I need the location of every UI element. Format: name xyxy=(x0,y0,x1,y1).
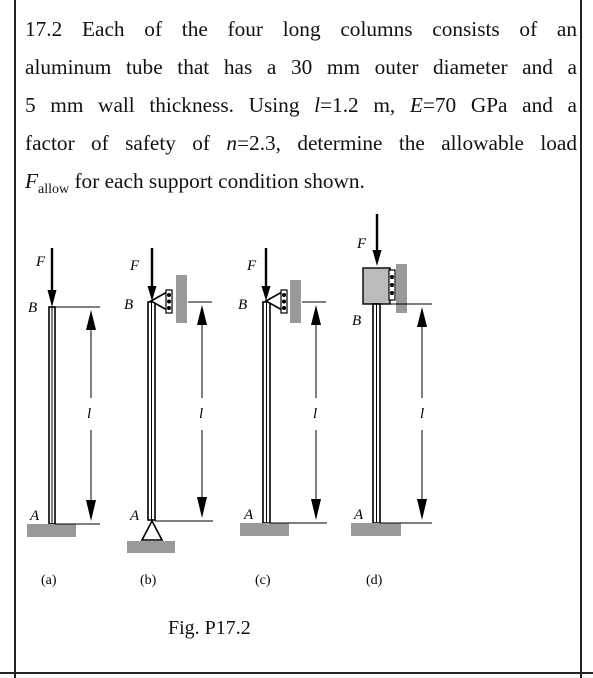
dim-arrow-up-c xyxy=(311,305,321,325)
top-label-d: B xyxy=(352,313,362,329)
wall-support-c xyxy=(290,280,301,323)
load-arrowhead-a xyxy=(48,290,57,307)
load-label-c: F xyxy=(247,258,257,274)
roller-middle-d xyxy=(390,283,394,287)
column-case-a xyxy=(27,248,100,588)
case-label-a: (a) xyxy=(41,573,57,588)
bottom-label-a: A xyxy=(30,508,40,524)
bottom-label-b: A xyxy=(130,508,140,524)
roller-middle-b xyxy=(167,300,171,304)
load-label-a: F xyxy=(36,254,46,270)
wall-support-b xyxy=(176,275,187,323)
load-label-d: F xyxy=(357,236,367,252)
fixed-base-a xyxy=(27,524,76,537)
length-label-b: l xyxy=(199,406,204,422)
top-label-b: B xyxy=(124,297,134,313)
dim-arrow-down-c xyxy=(311,499,321,520)
bottom-label-d: A xyxy=(354,507,364,523)
line5-text-b: for each support condition shown. xyxy=(69,169,365,193)
top-label-c: B xyxy=(238,297,248,313)
roller-lower-b xyxy=(167,306,171,310)
line4-text-a: factor of safety of xyxy=(25,131,227,155)
var-F: F xyxy=(25,169,39,193)
problem-line-1: 17.2 Each of the four long columns consists of an xyxy=(25,17,577,41)
roller-middle-c xyxy=(282,300,286,304)
var-E: E xyxy=(409,93,423,117)
roller-lower-c xyxy=(282,306,286,310)
wall-support-d xyxy=(396,264,407,313)
pin-base-triangle-b xyxy=(142,521,162,540)
dim-arrow-down-d xyxy=(417,499,427,520)
fixed-base-d xyxy=(351,523,401,536)
var-l: l xyxy=(314,93,321,117)
column-case-c xyxy=(238,248,327,588)
top-label-a: B xyxy=(28,300,38,316)
load-arrowhead-d xyxy=(373,250,382,266)
line3-text-c: =70 GPa and a xyxy=(422,93,577,117)
bottom-label-c: A xyxy=(244,507,254,523)
column-case-d xyxy=(351,214,432,588)
length-label-c: l xyxy=(313,406,318,422)
sliding-block-d xyxy=(363,268,390,304)
load-label-b: F xyxy=(130,258,140,274)
problem-line-2: aluminum tube that has a 30 mm outer diameter and a xyxy=(25,55,577,79)
figure-caption: Fig. P17.2 xyxy=(168,617,251,639)
pin-base-ground-b xyxy=(127,541,175,553)
dim-arrow-down-b xyxy=(197,497,207,518)
dim-arrow-down-a xyxy=(86,500,96,521)
dim-arrow-up-a xyxy=(86,310,96,330)
roller-lower-d xyxy=(390,291,394,295)
length-label-d: l xyxy=(420,406,425,422)
column-case-b xyxy=(124,248,213,588)
roller-upper-c xyxy=(282,293,286,297)
roller-upper-d xyxy=(390,275,394,279)
case-label-d: (d) xyxy=(366,573,383,588)
var-n: n xyxy=(226,131,238,155)
dim-arrow-up-b xyxy=(197,305,207,325)
case-label-c: (c) xyxy=(255,573,271,588)
line4-text-b: =2.3, determine the allowable load xyxy=(237,131,577,155)
fixed-base-c xyxy=(240,523,289,536)
length-label-a: l xyxy=(87,406,92,422)
line3-text-b: =1.2 m, xyxy=(320,93,410,117)
var-F-subscript: allow xyxy=(38,182,70,197)
case-label-b: (b) xyxy=(140,573,157,588)
dim-arrow-up-d xyxy=(417,307,427,327)
line3-text-a: 5 mm wall thickness. Using xyxy=(25,93,315,117)
roller-upper-b xyxy=(167,293,171,297)
